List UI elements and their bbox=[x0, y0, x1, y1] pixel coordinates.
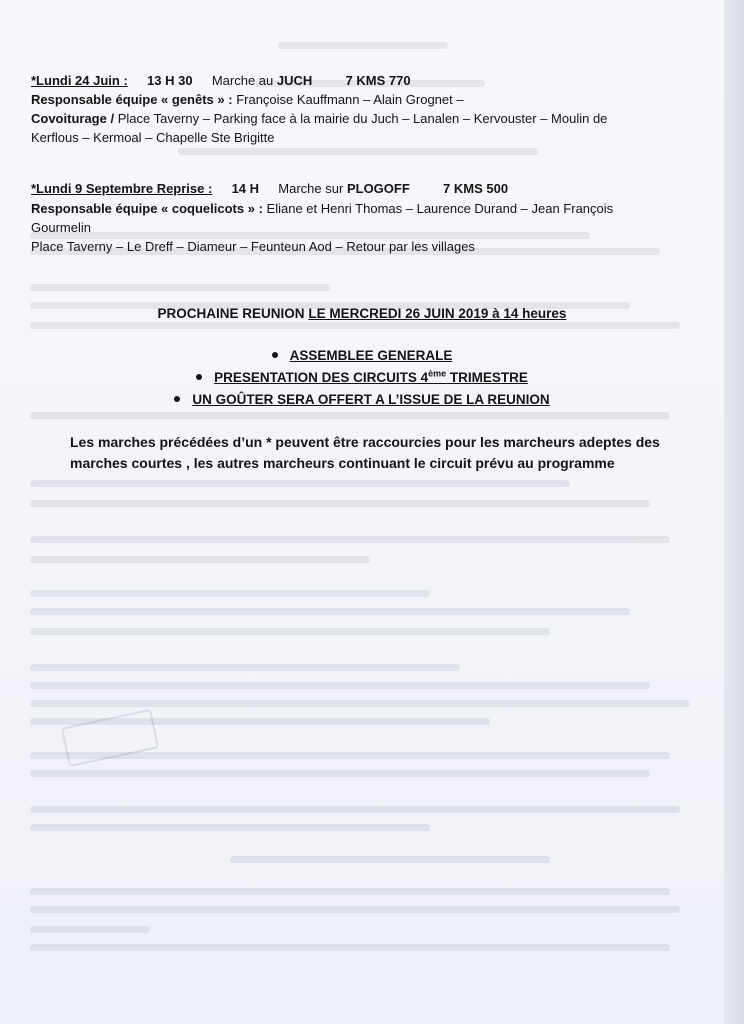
entry1-carpool-line bbox=[31, 110, 607, 127]
entry1-carpool-route-cont: Kerflous – Kermoal – Chapelle Ste Brigitte bbox=[31, 130, 275, 145]
entry1-time: 13 H 30 bbox=[147, 73, 193, 88]
meeting-prefix: PROCHAINE REUNION bbox=[157, 306, 305, 321]
entry2-distance: 7 KMS 500 bbox=[443, 181, 509, 196]
entry1-place: JUCH bbox=[276, 73, 313, 88]
entry2-team-members: Eliane et Henri Thomas – Laurence Durand – Jean François bbox=[266, 201, 614, 216]
entry2-activity: Marche sur bbox=[278, 181, 344, 196]
page-edge bbox=[724, 0, 744, 1024]
entry1-team-members: Françoise Kauffmann – Alain Grognet – bbox=[236, 92, 464, 107]
entry1-carpool-label: Covoiturage / bbox=[31, 111, 115, 126]
entry1-header-line bbox=[31, 72, 411, 89]
entry2-header-line bbox=[31, 180, 508, 197]
entry1-distance: 7 KMS 770 bbox=[345, 73, 411, 88]
short-walk-note: Les marches précédées d’un * peuvent être raccourcies pour les marcheurs adeptes des marches courtes , les autres marcheurs continuant le circuit prévu au programme bbox=[70, 434, 660, 471]
entry1-team-line bbox=[31, 91, 464, 108]
entry1-date: *Lundi 24 Juin : bbox=[31, 73, 128, 88]
bullet-icon bbox=[272, 352, 278, 358]
faint-stamp-mark bbox=[61, 709, 159, 767]
meeting-date: LE MERCREDI 26 JUIN 2019 à 14 heures bbox=[308, 306, 567, 321]
agenda-item-3-text: UN GOÛTER SERA OFFERT A L’ISSUE DE LA REUNION bbox=[192, 392, 550, 407]
agenda-item-3 bbox=[0, 392, 724, 407]
entry1-activity: Marche au bbox=[211, 73, 274, 88]
meeting-heading bbox=[0, 306, 724, 321]
agenda-item-1 bbox=[0, 348, 724, 363]
entry2-team-label: Responsable équipe « coquelicots » : bbox=[31, 201, 263, 216]
entry1-carpool-route: Place Taverny – Parking face à la mairie du Juch – Lanalen – Kervouster – Moulin de bbox=[117, 111, 608, 126]
entry2-team-line bbox=[31, 200, 613, 217]
agenda-item-2-sup: ème bbox=[428, 368, 447, 379]
bullet-icon bbox=[174, 396, 180, 402]
entry1-team-label: Responsable équipe « genêts » : bbox=[31, 92, 233, 107]
entry2-team-members-cont: Gourmelin bbox=[31, 220, 91, 235]
entry2-time: 14 H bbox=[231, 181, 260, 196]
entry2-route: Place Taverny – Le Dreff – Diameur – Feunteun Aod – Retour par les villages bbox=[31, 239, 475, 254]
bullet-icon bbox=[196, 374, 202, 380]
entry2-date: *Lundi 9 Septembre Reprise : bbox=[31, 181, 213, 196]
agenda-item-1-text: ASSEMBLEE GENERALE bbox=[289, 348, 453, 363]
agenda-item-2-suffix: TRIMESTRE bbox=[446, 370, 528, 385]
agenda-item-2 bbox=[0, 370, 724, 385]
entry2-place: PLOGOFF bbox=[346, 181, 410, 196]
agenda-item-2-text: PRESENTATION DES CIRCUITS 4 bbox=[214, 370, 429, 385]
